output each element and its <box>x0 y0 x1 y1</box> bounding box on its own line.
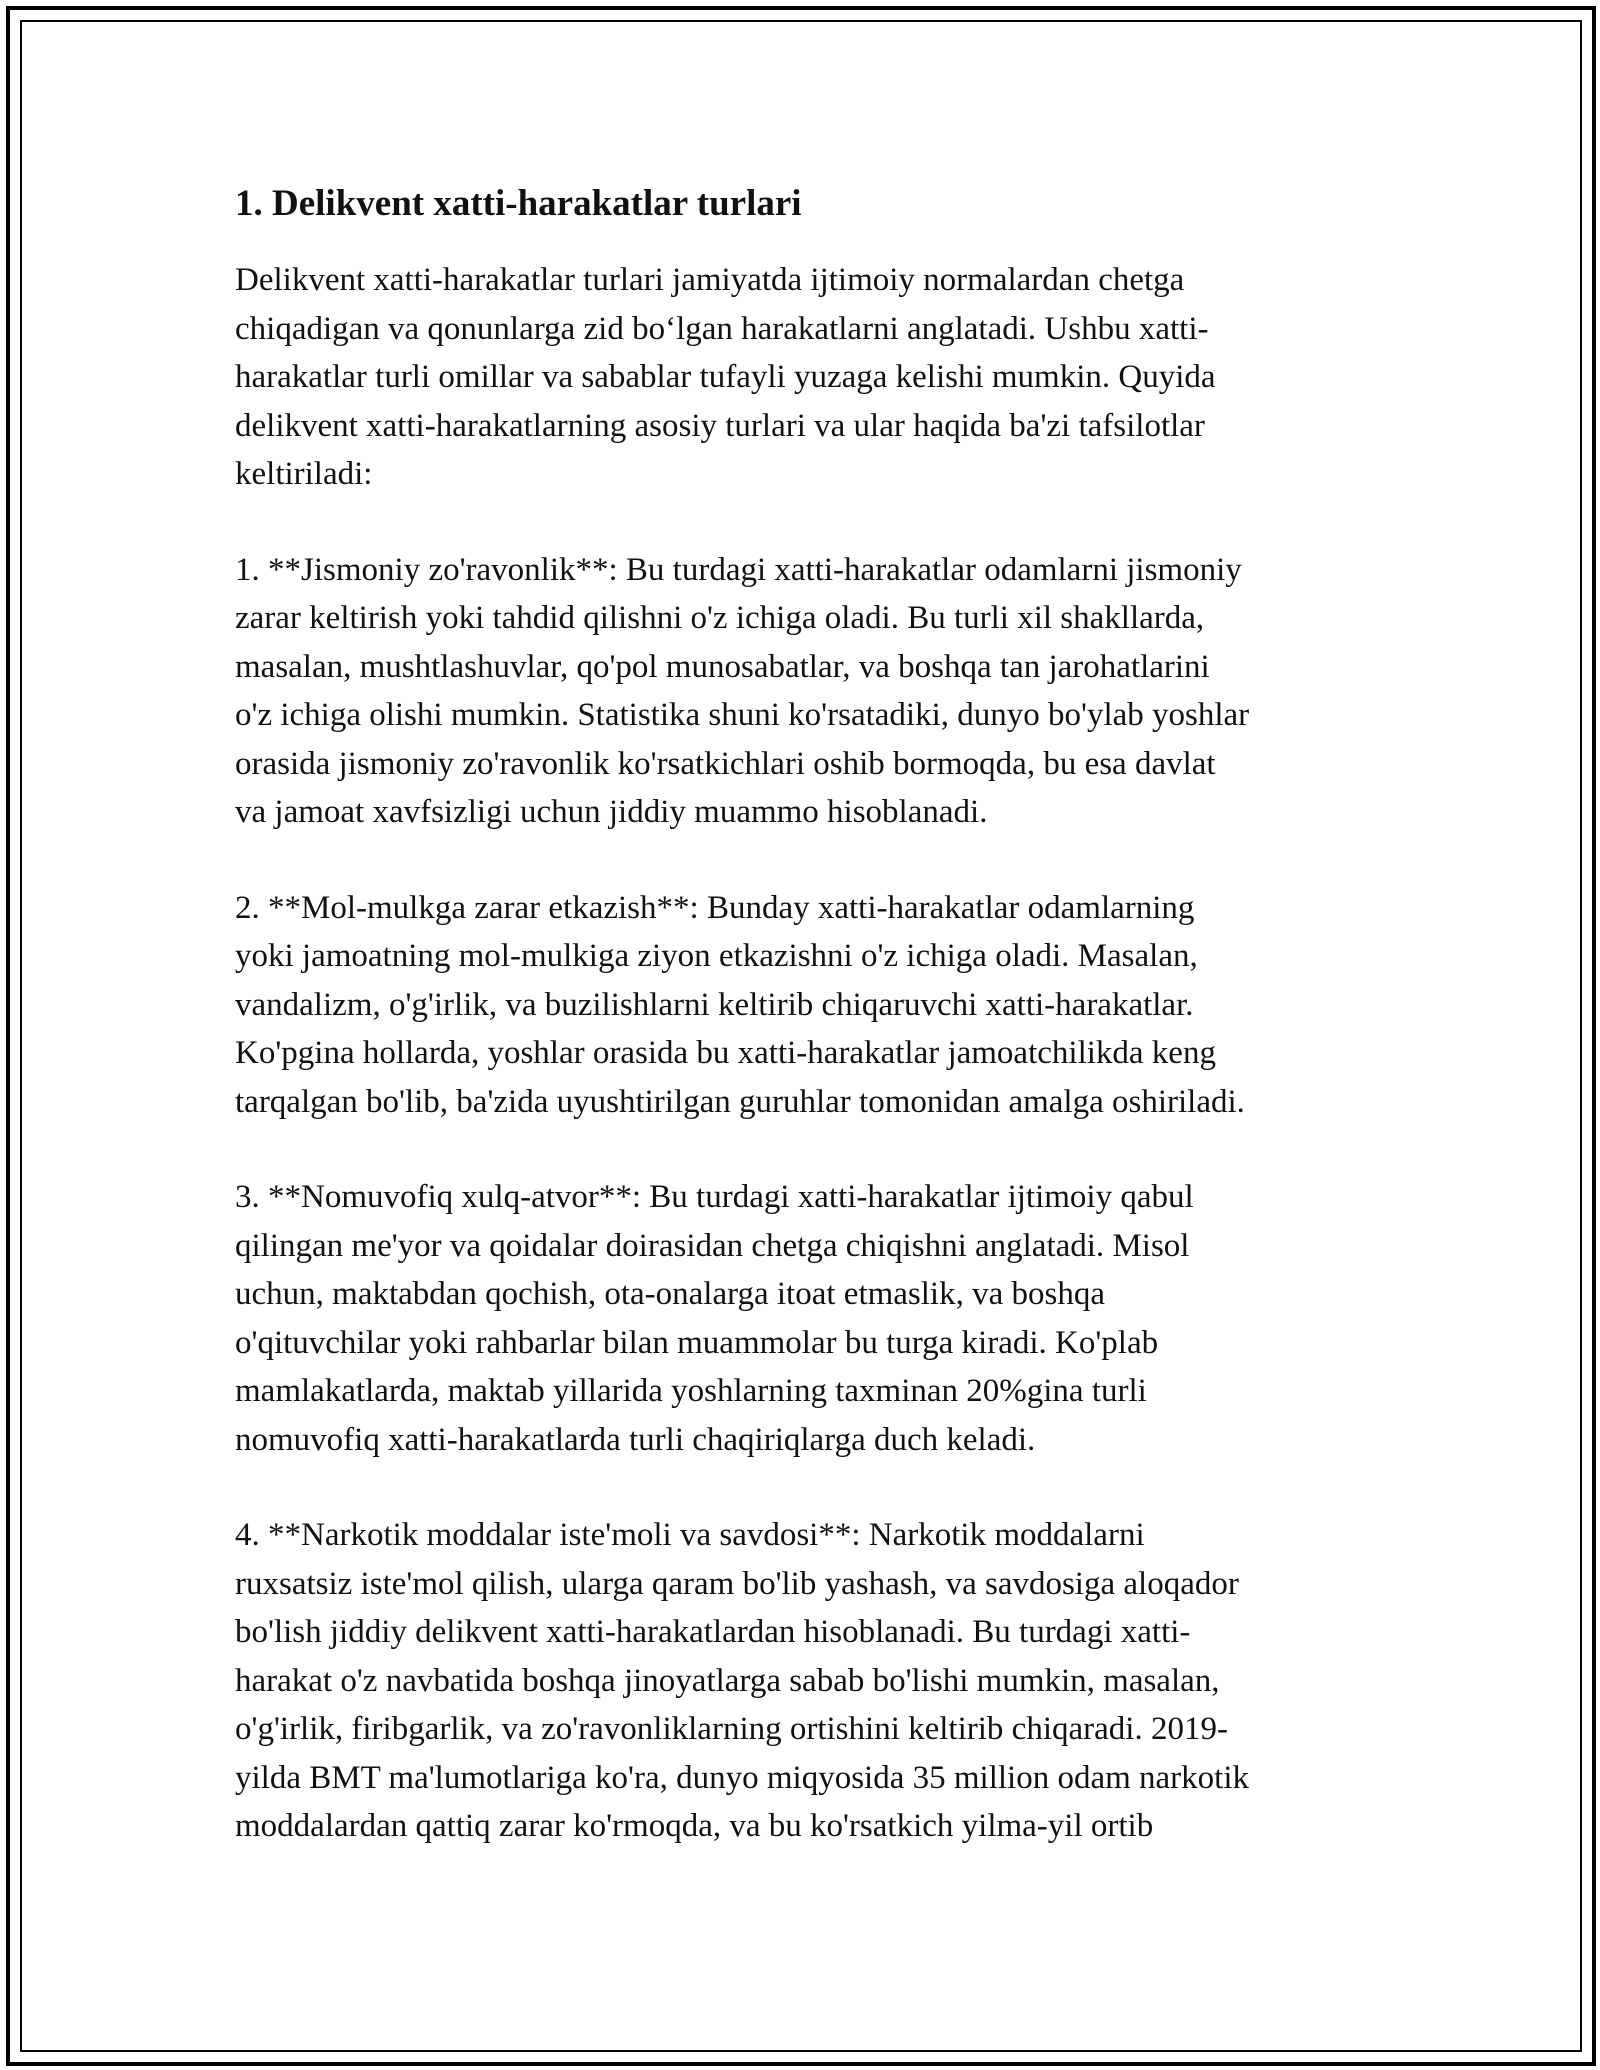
document-body <box>235 180 1370 1898</box>
intro-paragraph: Delikvent xatti-harakatlar turlari jamiyatda ijtimoiy normalardan chetga chiqadigan va qonunlarga zid bo‘lgan harakatlarni anglatadi. Ushbu xatti- harakatlar turli omillar va sabablar tufayli yuzaga kelishi mumkin. Quyida delikvent xatti-harakatlarning asosiy turlari va ular haqida ba'zi tafsilotlar keltiriladi: <box>235 262 1216 493</box>
list-item-narcotics: 4. **Narkotik moddalar iste'moli va savdosi**: Narkotik moddalarni ruxsatsiz iste'mol qilish, ularga qaram bo'lib yashash, va savdosiga aloqador bo'lish jiddiy delikvent xatti-harakatlardan hisoblanadi. Bu turdagi xatti- harakat o'z navbatida boshqa jinoyatlarga sabab bo'lishi mumkin, masalan, o'g'irlik, firibgarlik, va zo'ravonliklarning ortishini keltirib chiqaradi. 2019- yilda BMT ma'lumotlariga ko'ra, dunyo miqyosida 35 million odam narkotik moddalardan qattiq zarar ko'rmoqda, va bu ko'rsatkich yilma-yil ortib <box>235 1517 1249 1845</box>
list-item-property-damage: 2. **Mol-mulkga zarar etkazish**: Bunday xatti-harakatlar odamlarning yoki jamoatning mol-mulkiga ziyon etkazishni o'z ichiga oladi. Masalan, vandalizm, o'g'irlik, va buzilishlarni keltirib chiqaruvchi xatti-harakatlar. Ko'pgina hollarda, yoshlar orasida bu xatti-harakatlar jamoatchilikda keng tarqalgan bo'lib, ba'zida uyushtirilgan guruhlar tomonidan amalga oshiriladi. <box>235 889 1245 1120</box>
list-item-inappropriate-behavior: 3. **Nomuvofiq xulq-atvor**: Bu turdagi xatti-harakatlar ijtimoiy qabul qilingan me'yor va qoidalar doirasidan chetga chiqishni anglatadi. Misol uchun, maktabdan qochish, ota-onalarga itoat etmaslik, va boshqa o'qituvchilar yoki rahbarlar bilan muammolar bu turga kiradi. Ko'plab mamlakatlarda, maktab yillarida yoshlarning taxminan 20%gina turli nomuvofiq xatti-harakatlarda turli chaqiriqlarga duch keladi. <box>235 1179 1194 1458</box>
section-heading: 1. Delikvent xatti-harakatlar turlari <box>235 183 802 224</box>
list-item-physical-violence: 1. **Jismoniy zo'ravonlik**: Bu turdagi xatti-harakatlar odamlarni jismoniy zarar keltirish yoki tahdid qilishni o'z ichiga oladi. Bu turli xil shakllarda, masalan, mushtlashuvlar, qo'pol munosabatlar, va boshqa tan jarohatlarini o'z ichiga olishi mumkin. Statistika shuni ko'rsatadiki, dunyo bo'ylab yoshlar orasida jismoniy zo'ravonlik ko'rsatkichlari oshib bormoqda, bu esa davlat va jamoat xavfsizligi uchun jiddiy muammo hisoblanadi. <box>235 551 1250 831</box>
